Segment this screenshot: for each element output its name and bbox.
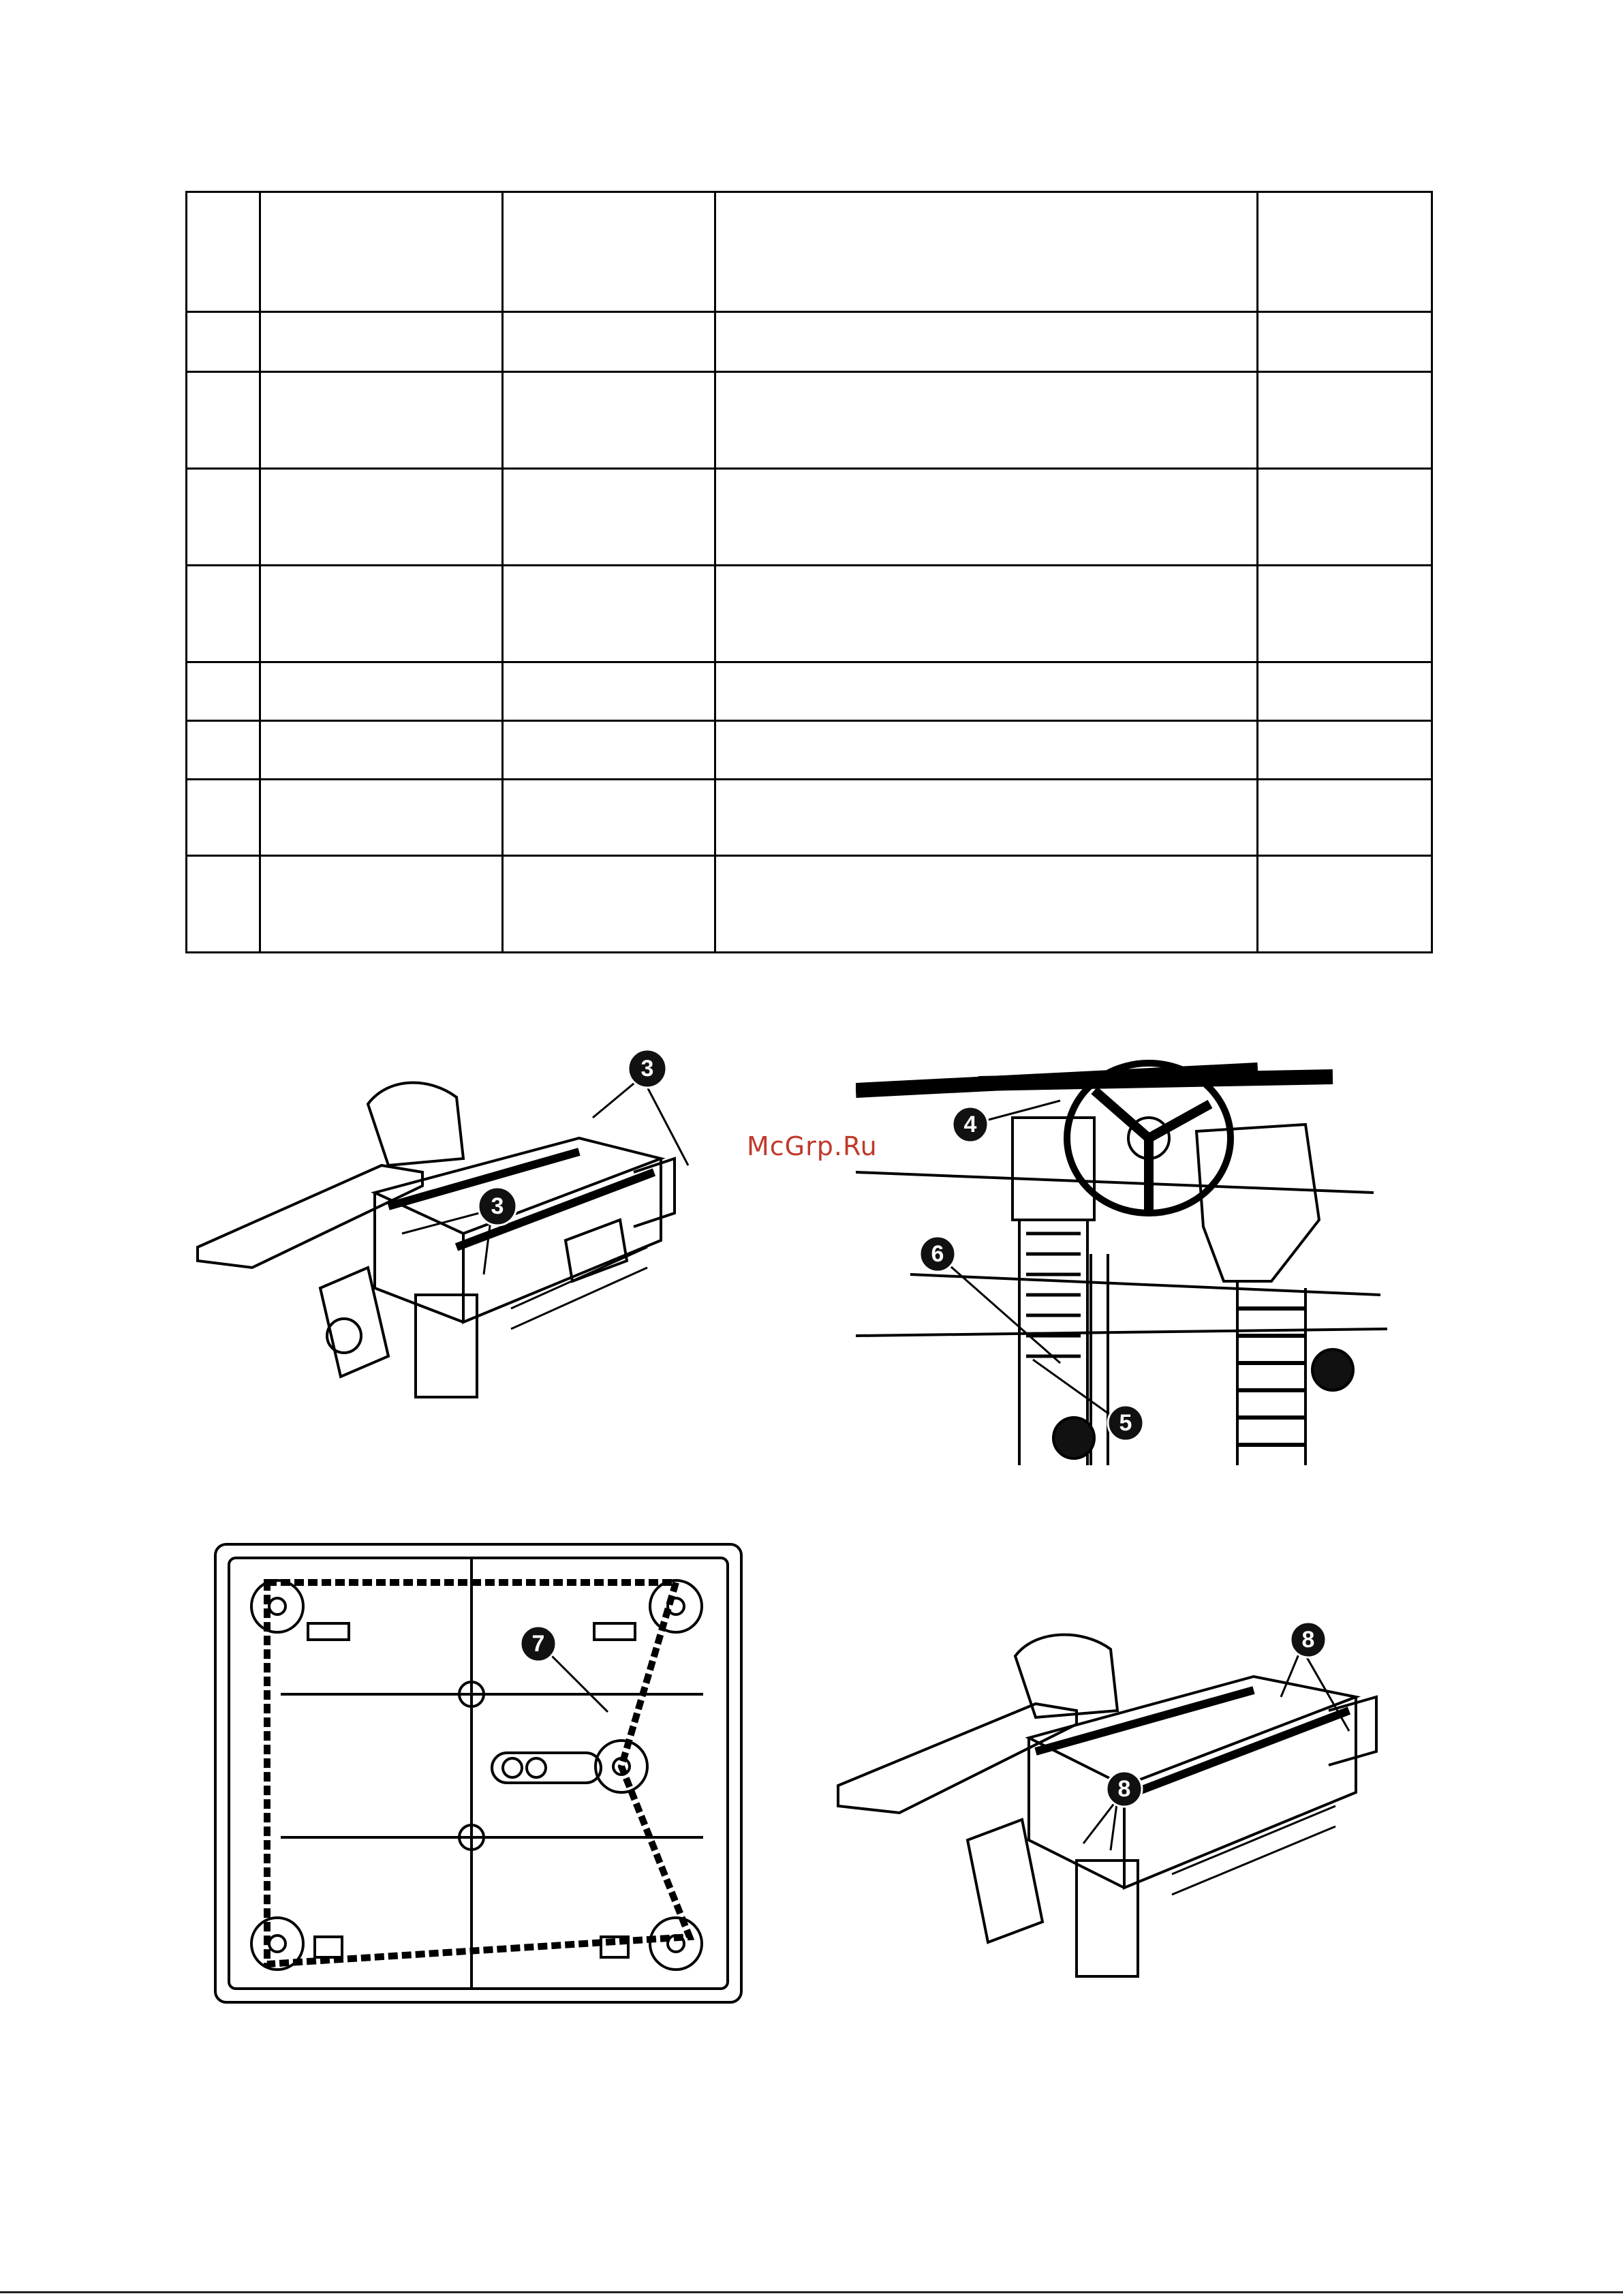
table-cell xyxy=(260,780,503,856)
table-cell xyxy=(1258,469,1432,566)
callout-8-top xyxy=(1290,1622,1326,1657)
table-cell xyxy=(503,469,715,566)
table-row xyxy=(187,721,1432,780)
callout-8-mid xyxy=(1107,1771,1142,1807)
table-row xyxy=(187,469,1432,566)
callout-5 xyxy=(1108,1405,1143,1441)
svg-text:3: 3 xyxy=(640,1056,654,1082)
svg-text:5: 5 xyxy=(1119,1410,1132,1436)
table-cell xyxy=(260,566,503,662)
planer-figure-cutterhead xyxy=(831,1615,1424,2038)
table-cell xyxy=(260,372,503,469)
table-cell xyxy=(187,469,260,566)
table-cell xyxy=(503,662,715,721)
table-cell xyxy=(260,469,503,566)
chain-drive-figure xyxy=(213,1542,744,2005)
table-cell xyxy=(1258,372,1432,469)
callout-3-mid xyxy=(478,1187,516,1225)
table-cell xyxy=(715,372,1258,469)
table-cell xyxy=(1258,312,1432,372)
watermark-text: McGrp.Ru xyxy=(747,1131,878,1161)
svg-text:4: 4 xyxy=(963,1112,977,1137)
table-row xyxy=(187,566,1432,662)
callout-7 xyxy=(521,1626,556,1662)
table-cell xyxy=(260,192,503,312)
table-cell xyxy=(1258,566,1432,662)
table-cell xyxy=(187,721,260,780)
table-cell xyxy=(715,469,1258,566)
table-cell xyxy=(260,662,503,721)
table-row xyxy=(187,780,1432,856)
svg-text:8: 8 xyxy=(1117,1776,1131,1802)
table-row xyxy=(187,192,1432,312)
table-cell xyxy=(715,566,1258,662)
table-cell xyxy=(187,780,260,856)
page-bottom-rule xyxy=(0,2291,1623,2293)
table-row xyxy=(187,662,1432,721)
table-cell xyxy=(1258,780,1432,856)
svg-text:7: 7 xyxy=(531,1631,545,1657)
table-cell xyxy=(187,372,260,469)
svg-text:8: 8 xyxy=(1301,1627,1315,1653)
table-cell xyxy=(503,721,715,780)
table-cell xyxy=(187,856,260,953)
table-cell xyxy=(503,312,715,372)
table-cell xyxy=(503,856,715,953)
table-cell xyxy=(715,662,1258,721)
table-cell xyxy=(187,192,260,312)
table-cell xyxy=(260,856,503,953)
callout-6 xyxy=(920,1236,955,1272)
table-cell xyxy=(503,192,715,312)
table-cell xyxy=(715,312,1258,372)
table-cell xyxy=(503,372,715,469)
svg-text:3: 3 xyxy=(491,1193,504,1219)
table-row xyxy=(187,312,1432,372)
table-cell xyxy=(503,566,715,662)
table-cell xyxy=(715,721,1258,780)
table-cell xyxy=(715,192,1258,312)
table-cell xyxy=(715,780,1258,856)
blank-table xyxy=(185,191,1433,953)
table-cell xyxy=(1258,721,1432,780)
table-cell xyxy=(187,662,260,721)
table-row xyxy=(187,856,1432,953)
table-cell xyxy=(260,721,503,780)
table-cell xyxy=(503,780,715,856)
planer-figure-top-rollers xyxy=(184,1036,756,1445)
table-cell xyxy=(1258,856,1432,953)
table-cell xyxy=(260,312,503,372)
callout-3-top xyxy=(628,1050,666,1088)
callout-4 xyxy=(953,1107,988,1142)
table-cell xyxy=(1258,662,1432,721)
table-cell xyxy=(715,856,1258,953)
table-cell xyxy=(187,312,260,372)
table-cell xyxy=(187,566,260,662)
svg-text:6: 6 xyxy=(931,1241,944,1267)
handwheel-figure xyxy=(856,1050,1394,1472)
table-row xyxy=(187,372,1432,469)
table-cell xyxy=(1258,192,1432,312)
